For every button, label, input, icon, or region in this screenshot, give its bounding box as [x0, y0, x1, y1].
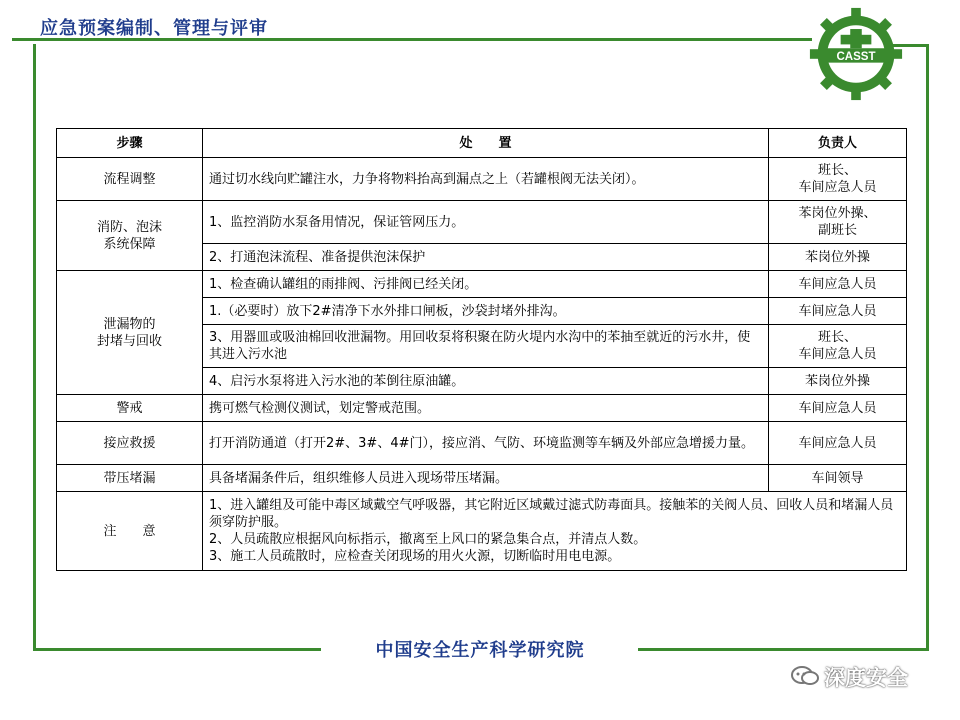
action-cell: 携可燃气检测仪测试，划定警戒范围。 — [203, 395, 769, 422]
table-row — [57, 395, 907, 422]
table-row — [57, 271, 907, 298]
action-cell: 4、启污水泵将进入污水池的苯倒往原油罐。 — [203, 368, 769, 395]
header-responsible: 负责人 — [769, 129, 907, 158]
frame-border-left — [33, 44, 36, 650]
step-cell: 接应救援 — [57, 422, 203, 465]
step-cell: 注 意 — [57, 492, 203, 571]
action-cell: 2、打通泡沫流程、准备提供泡沫保护 — [203, 244, 769, 271]
responsible-cell: 车间领导 — [769, 465, 907, 492]
table-row — [57, 201, 907, 244]
frame-border-bottom-left — [33, 648, 321, 651]
wechat-channel-icon — [790, 664, 820, 688]
table-row — [57, 422, 907, 465]
footer-organization: 中国安全生产科学研究院 — [375, 640, 585, 661]
step-cell: 泄漏物的 封堵与回收 — [57, 271, 203, 395]
logo-text: CASST — [836, 50, 876, 63]
header-step: 步骤 — [57, 129, 203, 158]
table-header-row — [57, 129, 907, 158]
title-divider — [12, 38, 812, 41]
responsible-cell: 苯岗位外操 — [769, 368, 907, 395]
action-cell: 打开消防通道（打开2#、3#、4#门），接应消、气防、环境监测等车辆及外部应急增援力量。 — [203, 422, 769, 465]
header-action: 处 置 — [203, 129, 769, 158]
table-row — [57, 158, 907, 201]
responsible-cell: 苯岗位外操 — [769, 244, 907, 271]
action-cell: 3、用器皿或吸油棉回收泄漏物。用回收泵将积聚在防火堤内水沟中的苯抽至就近的污水井，使其进入污水池 — [203, 325, 769, 368]
step-cell: 带压堵漏 — [57, 465, 203, 492]
emergency-plan-table — [56, 128, 907, 571]
action-cell: 1、监控消防水泵备用情况，保证管网压力。 — [203, 201, 769, 244]
responsible-cell: 苯岗位外操、 副班长 — [769, 201, 907, 244]
step-cell: 流程调整 — [57, 158, 203, 201]
action-cell: 1、检查确认罐组的雨排阀、污排阀已经关闭。 — [203, 271, 769, 298]
table-row — [57, 492, 907, 571]
page-title: 应急预案编制、管理与评审 — [40, 18, 268, 39]
casst-logo-icon — [808, 6, 904, 102]
table-row — [57, 465, 907, 492]
responsible-cell: 班长、 车间应急人员 — [769, 158, 907, 201]
frame-border-bottom-right — [638, 648, 929, 651]
frame-border-right — [926, 44, 929, 650]
step-cell: 消防、泡沫 系统保障 — [57, 201, 203, 271]
action-cell: 通过切水线向贮罐注水，力争将物料抬高到漏点之上（若罐根阀无法关闭）。 — [203, 158, 769, 201]
action-cell: 具备堵漏条件后，组织维修人员进入现场带压堵漏。 — [203, 465, 769, 492]
responsible-cell: 车间应急人员 — [769, 422, 907, 465]
responsible-cell: 车间应急人员 — [769, 395, 907, 422]
watermark-text: 深度安全 — [824, 666, 908, 690]
step-cell: 警戒 — [57, 395, 203, 422]
responsible-cell: 班长、 车间应急人员 — [769, 325, 907, 368]
note-cell: 1、进入罐组及可能中毒区域戴空气呼吸器，其它附近区域戴过滤式防毒面具。接触苯的关阀人员、回收人员和堵漏人员须穿防护服。 2、人员疏散应根据风向标指示，撤离至上风口的紧急集合点，并清点人数。 3、施工人员疏散时，应检查关闭现场的用火火源，切断临时用电电源。 — [203, 492, 907, 571]
responsible-cell: 车间应急人员 — [769, 271, 907, 298]
responsible-cell: 车间应急人员 — [769, 298, 907, 325]
action-cell: 1.（必要时）放下2#清净下水外排口闸板，沙袋封堵外排沟。 — [203, 298, 769, 325]
